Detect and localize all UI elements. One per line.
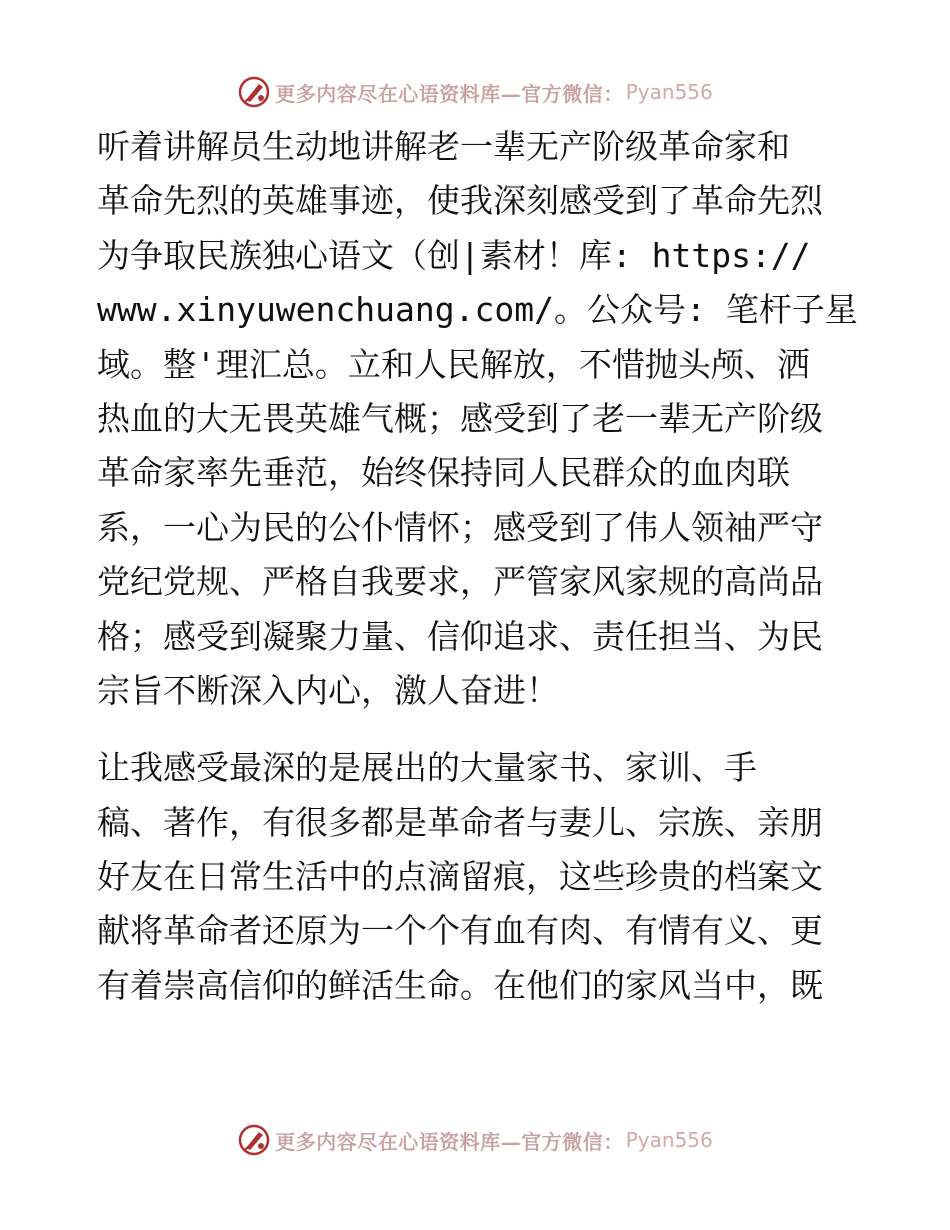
quill-pen-logo-icon [237,1123,271,1157]
text-line: 系，一心为民的公仆情怀；感受到了伟人领袖严守 [97,507,823,547]
header-banner-text: 更多内容尽在心语资料库—官方微信： [275,81,624,106]
text-line: 有着崇高信仰的鲜活生命。在他们的家风当中，既 [97,965,823,1005]
footer-wechat-id: Pyan556 [625,1128,713,1152]
document-body [97,120,857,1013]
text-line: 稿、著作，有很多都是革命者与妻儿、宗族、亲朋 [97,802,823,842]
header-wechat-id: Pyan556 [625,80,713,104]
text-line: 献将革命者还原为一个个有血有肉、有情有义、更 [97,911,823,951]
text-line: 热血的大无畏英雄气概；感受到了老一辈无产阶级 [97,398,823,438]
text-line: 宗旨不断深入内心，激人奋进！ [97,670,559,710]
text-line: 让我感受最深的是展出的大量家书、家训、手 [97,748,757,788]
text-line: 格；感受到凝聚力量、信仰追求、责任担当、为民 [97,616,823,656]
text-line: www.xinyuwenchuang.com/。公众号: 笔杆子星 [97,290,858,330]
quill-pen-logo-icon [237,75,271,109]
text-line: 革命家率先垂范，始终保持同人民群众的血肉联 [97,453,790,493]
footer-banner-text: 更多内容尽在心语资料库—官方微信： [275,1129,624,1154]
footer-banner [0,1120,950,1160]
text-line: 党纪党规、严格自我要求，严管家风家规的高尚品 [97,562,823,602]
header-banner [0,72,950,112]
text-line: 域。整'理汇总。立和人民解放，不惜抛头颅、洒 [97,344,810,384]
text-line: 好友在日常生活中的点滴留痕，这些珍贵的档案文 [97,857,823,897]
text-line: 为争取民族独心语文（创|素材！库: https:// [97,235,811,275]
paragraph-1 [97,120,857,718]
text-line: 听着讲解员生动地讲解老一辈无产阶级革命家和 [97,127,790,166]
text-line: 革命先烈的英雄事迹，使我深刻感受到了革命先烈 [97,181,823,221]
paragraph-2 [97,741,857,1013]
